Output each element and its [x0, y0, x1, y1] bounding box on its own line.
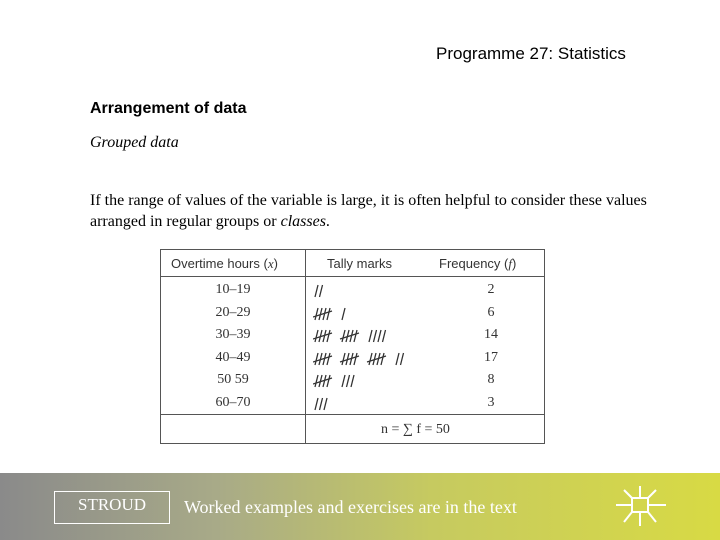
cell-tally-marks — [313, 283, 423, 299]
body-paragraph — [90, 190, 690, 232]
tally-stroke — [342, 330, 345, 342]
paragraph-end: . — [325, 213, 330, 230]
tally-stroke — [342, 353, 345, 365]
cell-hours: 10–19 — [215, 282, 251, 297]
tally-stroke — [327, 308, 330, 320]
tally-stroke — [315, 330, 318, 342]
cell-frequency: 8 — [487, 372, 495, 387]
tally-stroke — [347, 375, 350, 387]
tally-stroke — [315, 353, 318, 365]
cell-hours: 60–70 — [215, 394, 251, 410]
tally-stroke — [374, 330, 377, 342]
footer-caption: Worked examples and exercises are in the text — [184, 497, 517, 517]
header-tally-marks: Tally marks — [327, 256, 393, 271]
cell-frequency: 17 — [484, 349, 498, 365]
tally-stroke — [327, 353, 330, 365]
tally-stroke — [369, 330, 372, 342]
table-total: n = ∑ f = 50 — [381, 422, 450, 437]
page-title: Programme 27: Statistics — [436, 44, 626, 63]
cell-tally-marks — [313, 396, 423, 412]
tally-stroke — [324, 398, 327, 410]
paragraph-emphasis: classes — [280, 213, 326, 230]
tally-stroke — [315, 375, 318, 387]
tally-stroke — [351, 375, 354, 387]
tally-stroke — [383, 330, 386, 342]
cell-frequency: 3 — [487, 394, 495, 410]
cell-tally-marks — [313, 328, 423, 344]
tally-stroke — [327, 375, 330, 387]
header-frequency: Frequency (f) — [439, 256, 517, 271]
tally-stroke — [381, 353, 384, 365]
tally-stroke — [315, 398, 318, 410]
paragraph-text: If the range of values of the variable is large, it is often helpful to consider these values arranged in regular groups or — [90, 192, 647, 230]
cell-hours: 30–39 — [215, 327, 251, 342]
tally-stroke — [315, 308, 318, 320]
cell-hours: 50 59 — [217, 372, 249, 387]
cell-hours: 20–29 — [215, 304, 251, 320]
cell-frequency: 14 — [484, 327, 498, 342]
tally-stroke — [320, 398, 323, 410]
cell-tally-marks — [313, 373, 423, 389]
tally-stroke — [320, 285, 323, 297]
section-subheading: Grouped data — [90, 134, 179, 151]
header-overtime-hours: Overtime hours (x) — [171, 256, 278, 271]
cell-hours: 40–49 — [215, 349, 251, 365]
tally-stroke — [354, 330, 357, 342]
tally-stroke — [354, 353, 357, 365]
tally-stroke — [369, 353, 372, 365]
frequency-table — [160, 249, 545, 444]
cell-frequency: 2 — [487, 282, 495, 297]
cell-frequency: 6 — [487, 304, 495, 320]
stroud-logo-box: STROUD — [54, 491, 170, 524]
tally-stroke — [396, 353, 399, 365]
tally-stroke — [315, 285, 318, 297]
tally-stroke — [327, 330, 330, 342]
cell-tally-marks — [313, 351, 423, 367]
starburst-logo-icon — [612, 484, 668, 528]
section-heading: Arrangement of data — [90, 100, 247, 117]
tally-stroke — [342, 375, 345, 387]
header-divider — [161, 276, 544, 277]
cell-tally-marks — [313, 306, 423, 322]
total-divider — [161, 414, 544, 415]
tally-stroke — [378, 330, 381, 342]
tally-stroke — [401, 353, 404, 365]
tally-stroke — [342, 308, 345, 320]
